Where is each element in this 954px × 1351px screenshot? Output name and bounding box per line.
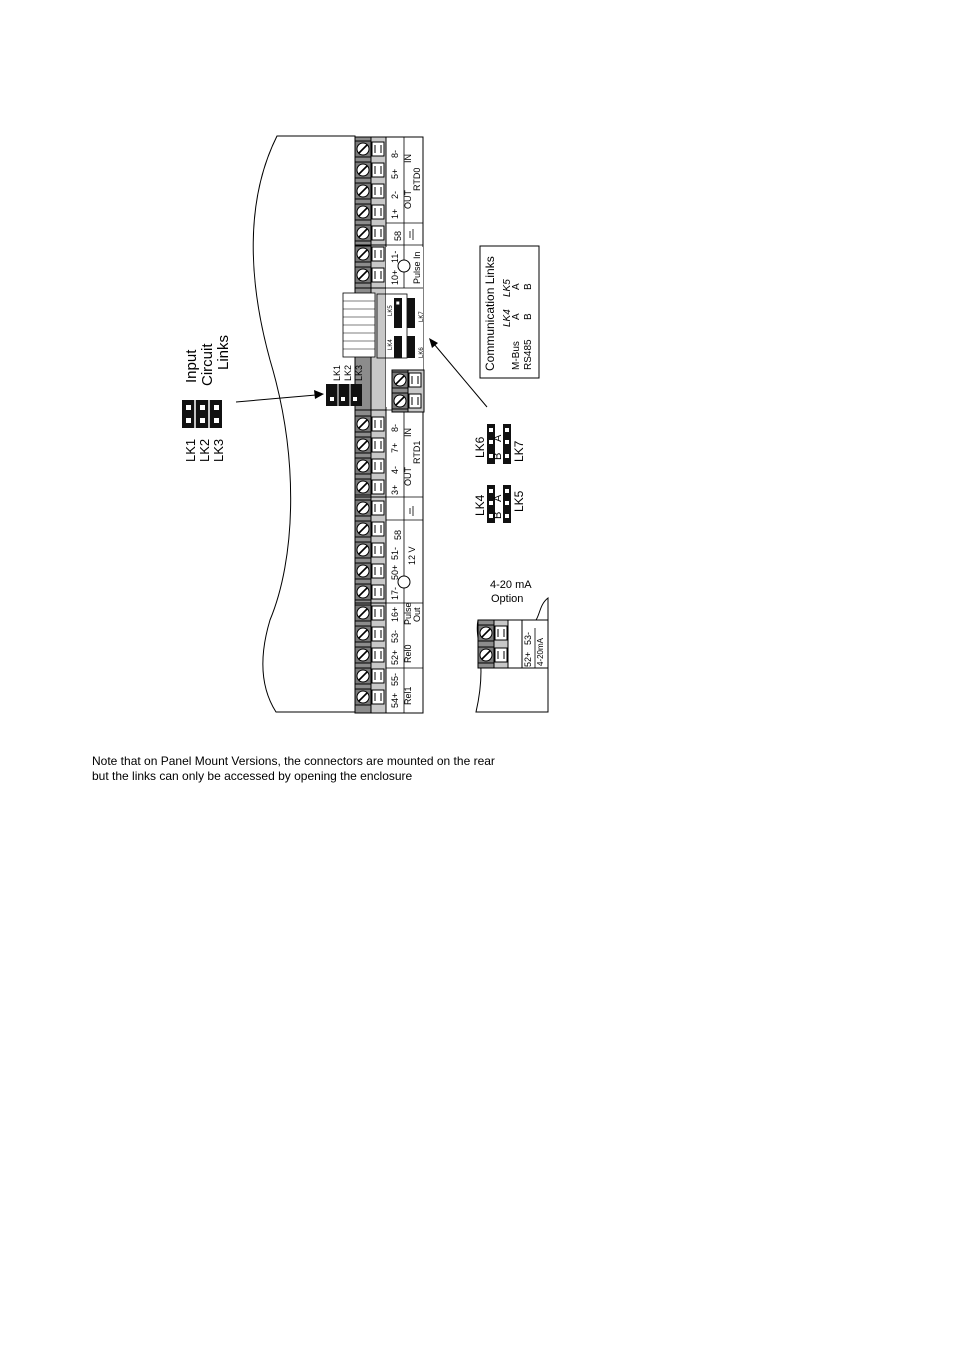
board-lk-label: LK2 (343, 364, 353, 381)
terminal-label: OUT (403, 467, 413, 486)
jumper-detail-b: B (492, 452, 504, 460)
input-links-title: Links (215, 334, 232, 370)
option-terminal: 52+ (523, 651, 533, 667)
terminal-label: 16+ (390, 606, 400, 622)
terminal-label: 1+ (390, 208, 400, 219)
jumper-detail-label: LK6 (473, 436, 487, 458)
board-lk-label: LK3 (354, 364, 364, 381)
terminal-label: RTD1 (412, 440, 422, 464)
jumper-detail-label: LK4 (473, 494, 487, 516)
terminal-label: Rel0 (403, 644, 413, 663)
jumper-label: LK6 (419, 347, 425, 358)
terminal-label: Out (412, 607, 422, 622)
terminal-label: 51- (390, 546, 400, 560)
comm-header-lk5: LK5 (502, 279, 513, 297)
terminal-label: Rel1 (403, 686, 413, 705)
jumper-detail-a: A (492, 434, 504, 442)
comm-row-name: RS485 (523, 339, 534, 370)
jumper-label: LK7 (419, 311, 425, 322)
terminal-label: IN (403, 154, 413, 163)
comm-row-lk4: B (523, 313, 534, 320)
jumper-detail-lk4-lk5 (473, 485, 526, 523)
terminal-strip (355, 137, 423, 713)
input-links-title: Circuit (199, 343, 216, 386)
jumper-label: LK5 (388, 305, 394, 316)
terminal-label: Pulse In (412, 251, 422, 284)
jumper-detail-b: B (492, 511, 504, 519)
terminal-label: 7+ (390, 442, 400, 453)
board-outline (253, 136, 355, 712)
terminal-label: OUT (403, 190, 413, 209)
legend-lk-label: LK1 (183, 438, 198, 462)
terminal-label: 54+ (390, 692, 400, 708)
legend-lk-label: LK3 (211, 438, 226, 462)
terminal-label: 2- (390, 190, 400, 199)
terminal-label: RTD0 (412, 167, 422, 191)
option-terminal: 53- (523, 631, 533, 645)
jumper-detail-a: A (492, 494, 504, 502)
board-lk-label: LK1 (332, 364, 342, 381)
terminal-label: 8- (390, 423, 400, 432)
option-title: Option (491, 593, 524, 605)
note-line-2: but the links can only be accessed by opening the enclosure (92, 769, 413, 783)
terminal-label: 17- (390, 586, 400, 600)
communication-links-box (480, 246, 539, 378)
comm-row-lk5: B (523, 283, 534, 290)
note-line-1: Note that on Panel Mount Versions, the connectors are mounted on the rear (92, 754, 495, 768)
option-title: 4-20 mA (490, 579, 532, 591)
jumper-detail-label: LK5 (512, 490, 526, 512)
comm-row-lk5: A (511, 283, 522, 290)
lower-terminal-labels (390, 424, 422, 708)
terminal-label: 8- (390, 149, 400, 158)
option-label: 4-20mA (536, 637, 545, 666)
option-4-20ma (476, 579, 548, 712)
small-connector (392, 370, 424, 412)
terminal-label: 50+ (390, 564, 400, 580)
comm-row-name: M-Bus (511, 341, 522, 370)
terminal-label: 5+ (390, 168, 400, 179)
input-links-title: Input (183, 349, 200, 383)
terminal-label: 55- (390, 672, 400, 686)
input-links-legend (182, 335, 232, 462)
terminal-label: 53- (390, 629, 400, 643)
terminal-label: 58 (393, 529, 403, 540)
jumper-detail-lk6-lk7 (473, 424, 526, 464)
comm-header-lk4: LK4 (502, 309, 513, 327)
terminal-label: IN (403, 428, 413, 437)
terminal-label: 58 (393, 230, 403, 241)
comm-row-lk4: A (511, 313, 522, 320)
terminal-label: 4- (390, 465, 400, 474)
terminal-label: 3+ (390, 484, 400, 495)
board-input-links (326, 365, 364, 406)
jumper-label: LK4 (388, 339, 394, 350)
terminal-label: Pulse (403, 602, 413, 625)
legend-lk-label: LK2 (197, 438, 212, 462)
comm-title: Communication Links (483, 256, 497, 371)
terminal-label: 11- (390, 250, 400, 263)
jumper-detail-label: LK7 (512, 440, 526, 462)
terminal-label: 52+ (390, 649, 400, 665)
terminal-label: 10+ (390, 269, 400, 285)
terminal-label: 12 V (407, 546, 417, 565)
arrow-to-comm-jumpers (429, 338, 487, 407)
